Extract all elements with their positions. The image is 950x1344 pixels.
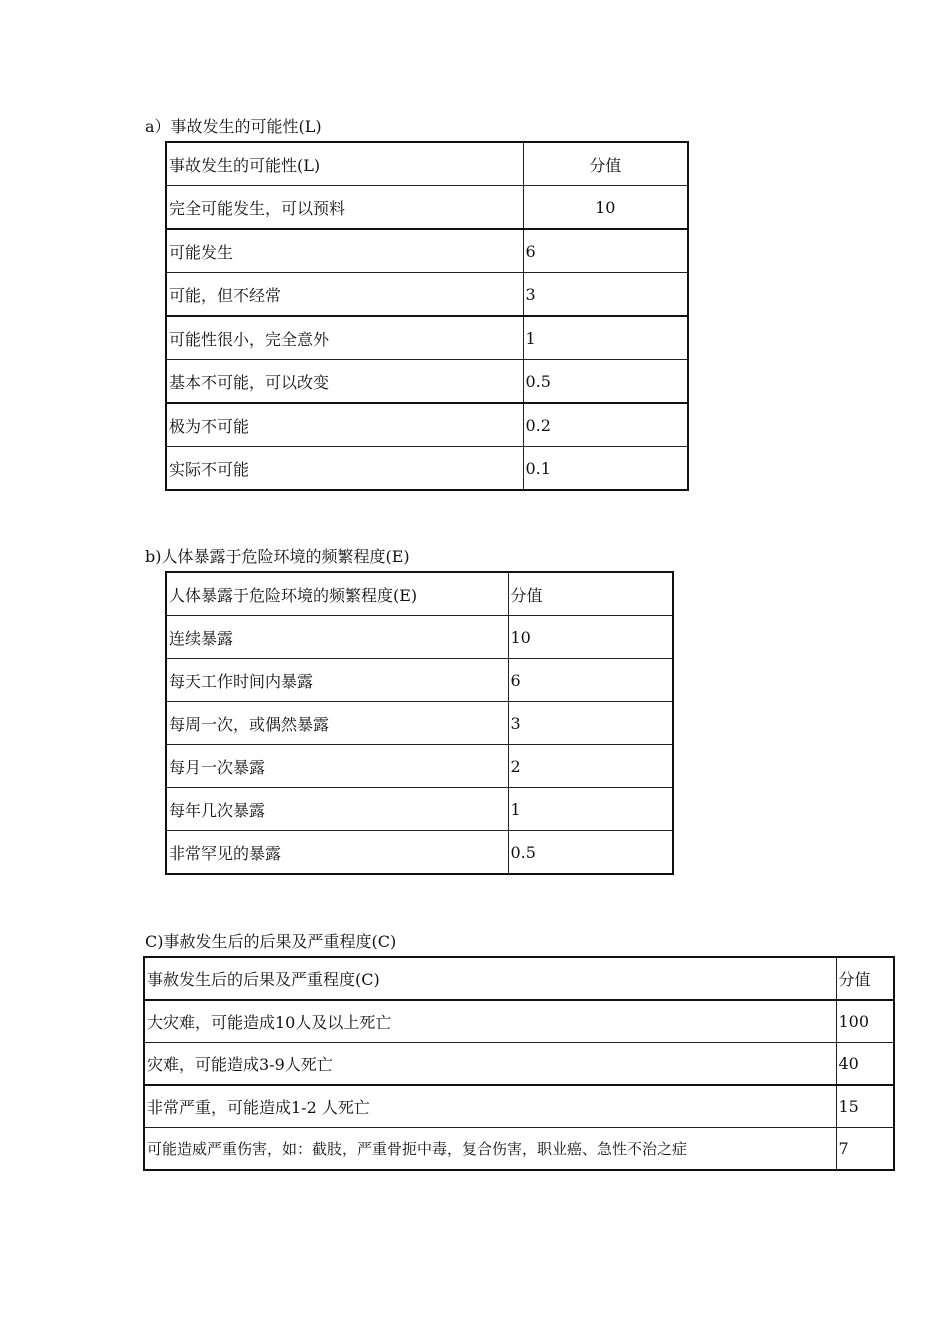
table-cell: 基本不可能，可以改变 <box>166 360 523 404</box>
table-cell: 每天工作时间内暴露 <box>166 659 508 702</box>
table-cell: 每周一次，或偶然暴露 <box>166 702 508 745</box>
table-cell: 可能，但不经常 <box>166 273 523 317</box>
table-row <box>166 831 673 875</box>
table-cell: 大灾难，可能造成10人及以上死亡 <box>144 1000 836 1043</box>
table-row <box>166 447 688 491</box>
table-cell: 可能性很小，完全意外 <box>166 316 523 360</box>
table-row <box>166 186 688 230</box>
table-row <box>166 659 673 702</box>
table-cell: 完全可能发生，可以预料 <box>166 186 523 230</box>
table-row <box>166 745 673 788</box>
header-cell: 分值 <box>508 572 673 616</box>
caption-c: C)事赦发生后的后果及严重程度(C) <box>145 932 397 951</box>
header-cell: 分值 <box>836 957 894 1000</box>
table-cell: 1 <box>523 316 688 360</box>
table-cell: 10 <box>523 186 688 230</box>
table-cell: 2 <box>508 745 673 788</box>
table-cell: 3 <box>508 702 673 745</box>
table-cell: 非常严重，可能造成1-2 人死亡 <box>144 1085 836 1128</box>
table-row <box>166 788 673 831</box>
table-row <box>144 1128 894 1171</box>
table-cell: 实际不可能 <box>166 447 523 491</box>
table-header-row <box>166 142 688 186</box>
table-cell: 3 <box>523 273 688 317</box>
table-row <box>144 1085 894 1128</box>
table-cell: 100 <box>836 1000 894 1043</box>
table-cell: 15 <box>836 1085 894 1128</box>
table-row <box>166 273 688 317</box>
table-row <box>144 1043 894 1086</box>
table-row <box>166 616 673 659</box>
table-cell: 1 <box>508 788 673 831</box>
table-cell: 可能造威严重伤害，如：截肢，严重骨扼中毒，复合伤害，职业癌、急性不治之症 <box>144 1128 836 1171</box>
table-cell: 非常罕见的暴露 <box>166 831 508 875</box>
table-row <box>166 702 673 745</box>
table-row <box>166 403 688 447</box>
table-cell: 极为不可能 <box>166 403 523 447</box>
table-header-row <box>166 572 673 616</box>
table-cell: 可能发生 <box>166 229 523 273</box>
table-cell: 每年几次暴露 <box>166 788 508 831</box>
header-cell: 事赦发生后的后果及严重程度(C) <box>144 957 836 1000</box>
table-row <box>166 316 688 360</box>
table-cell: 6 <box>523 229 688 273</box>
header-cell: 人体暴露于危险环境的频繁程度(E) <box>166 572 508 616</box>
exposure-table <box>165 571 674 875</box>
table-cell: 灾难，可能造成3-9人死亡 <box>144 1043 836 1086</box>
consequence-table <box>143 956 895 1171</box>
table-cell: 10 <box>508 616 673 659</box>
table-cell: 6 <box>508 659 673 702</box>
table-cell: 7 <box>836 1128 894 1171</box>
header-cell: 分值 <box>523 142 688 186</box>
table-row <box>166 229 688 273</box>
table-cell: 0.5 <box>523 360 688 404</box>
table-cell: 0.5 <box>508 831 673 875</box>
caption-b: b)人体暴露于危险环境的频繁程度(E) <box>145 547 410 566</box>
table-cell: 连续暴露 <box>166 616 508 659</box>
table-cell: 0.2 <box>523 403 688 447</box>
likelihood-table <box>165 141 689 491</box>
table-row <box>144 1000 894 1043</box>
table-cell: 每月一次暴露 <box>166 745 508 788</box>
table-row <box>166 360 688 404</box>
table-header-row <box>144 957 894 1000</box>
caption-a: a）事故发生的可能性(L) <box>145 117 322 136</box>
table-cell: 0.1 <box>523 447 688 491</box>
table-cell: 40 <box>836 1043 894 1086</box>
header-cell: 事故发生的可能性(L) <box>166 142 523 186</box>
